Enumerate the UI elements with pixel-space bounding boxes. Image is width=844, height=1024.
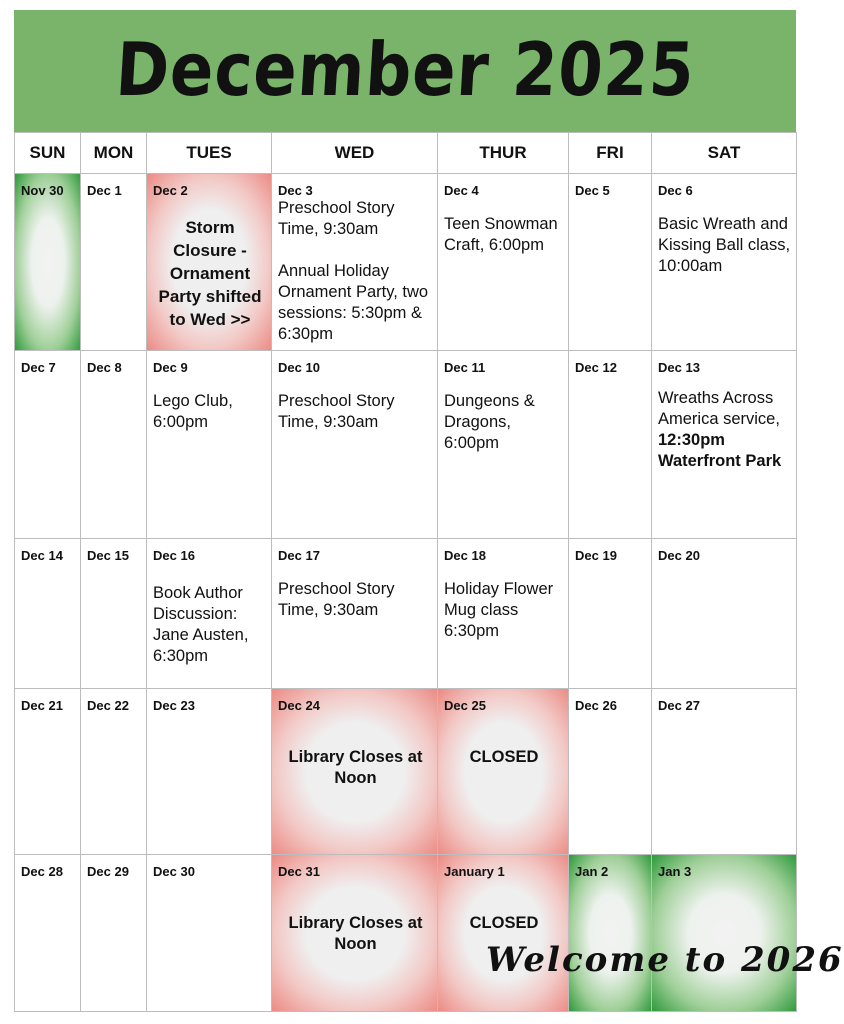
day-cell[interactable]: [147, 351, 272, 539]
day-cell[interactable]: [438, 539, 569, 689]
day-event: Lego Club, 6:00pm: [153, 392, 233, 431]
day-cell[interactable]: [15, 689, 81, 855]
day-cell[interactable]: [147, 689, 272, 855]
day-event: CLOSED: [469, 914, 539, 932]
day-cell[interactable]: [272, 689, 438, 855]
day-cell[interactable]: [81, 174, 147, 351]
day-cell[interactable]: [272, 351, 438, 539]
day-cell[interactable]: [438, 689, 569, 855]
day-event: Book Author Discussion: Jane Austen, 6:30pm: [153, 584, 249, 665]
day-cell[interactable]: [15, 351, 81, 539]
day-cell[interactable]: [569, 689, 652, 855]
day-date: Dec 26: [575, 698, 617, 713]
day-cell[interactable]: [438, 351, 569, 539]
day-cell[interactable]: [652, 855, 797, 1012]
day-cell[interactable]: [652, 351, 797, 539]
week-row: [15, 174, 797, 351]
weekday-header: TUES: [147, 133, 272, 174]
day-date: Dec 2: [153, 183, 188, 198]
day-date: Dec 28: [21, 864, 63, 879]
day-date: Dec 15: [87, 548, 129, 563]
week-row: [15, 351, 797, 539]
day-cell[interactable]: [81, 351, 147, 539]
day-cell[interactable]: [81, 689, 147, 855]
day-date: January 1: [444, 864, 505, 879]
event-text: Annual Holiday Ornament Party, two sessions: 5:30pm & 6:30pm: [278, 262, 429, 343]
day-cell[interactable]: [81, 855, 147, 1012]
day-date: Dec 18: [444, 548, 486, 563]
day-date: Dec 30: [153, 864, 195, 879]
day-date: Dec 14: [21, 548, 63, 563]
day-cell[interactable]: [569, 539, 652, 689]
event-text-bold: 12:30pm Waterfront Park: [658, 431, 782, 470]
day-date: Dec 22: [87, 698, 129, 713]
day-date: Nov 30: [21, 183, 64, 198]
day-date: Jan 3: [658, 864, 692, 879]
day-date: Dec 19: [575, 548, 617, 563]
day-event: Library Closes at Noon: [288, 748, 423, 787]
day-event: Preschool Story Time, 9:30am: [278, 580, 395, 619]
day-event: Holiday Flower Mug class 6:30pm: [444, 580, 554, 640]
calendar-banner: [14, 10, 796, 132]
week-row: [15, 539, 797, 689]
calendar-title: December 2025: [113, 28, 697, 114]
day-event: [658, 388, 792, 472]
day-cell[interactable]: [147, 174, 272, 351]
week-row: [15, 689, 797, 855]
day-date: Dec 20: [658, 548, 700, 563]
day-cell[interactable]: [569, 351, 652, 539]
day-cell[interactable]: [81, 539, 147, 689]
day-cell[interactable]: [652, 689, 797, 855]
event-text: Wreaths Across America service,: [658, 389, 780, 428]
weekday-header-row: [15, 133, 797, 174]
day-date: Dec 12: [575, 360, 617, 375]
day-cell[interactable]: [147, 855, 272, 1012]
day-event: CLOSED: [469, 748, 539, 766]
weekday-header: WED: [272, 133, 438, 174]
day-event: Preschool Story Time, 9:30am: [278, 392, 395, 431]
day-date: Dec 13: [658, 360, 700, 375]
day-cell[interactable]: [15, 855, 81, 1012]
day-cell[interactable]: [652, 539, 797, 689]
day-cell[interactable]: [438, 855, 569, 1012]
day-date: Dec 10: [278, 360, 320, 375]
day-date: Dec 1: [87, 183, 122, 198]
day-date: Dec 21: [21, 698, 63, 713]
day-event: Teen Snowman Craft, 6:00pm: [444, 215, 558, 254]
day-cell[interactable]: [569, 855, 652, 1012]
day-event: Dungeons & Dragons, 6:00pm: [444, 392, 535, 452]
day-date: Dec 27: [658, 698, 700, 713]
day-date: Dec 25: [444, 698, 486, 713]
weekday-header: MON: [81, 133, 147, 174]
weekday-header: SAT: [652, 133, 797, 174]
day-date: Dec 9: [153, 360, 188, 375]
day-date: Dec 8: [87, 360, 122, 375]
day-date: Dec 29: [87, 864, 129, 879]
day-date: Dec 24: [278, 698, 320, 713]
day-date: Dec 5: [575, 183, 610, 198]
day-date: Dec 23: [153, 698, 195, 713]
day-date: Dec 3: [278, 183, 313, 198]
day-date: Dec 7: [21, 360, 56, 375]
day-event: [278, 198, 433, 345]
day-date: Dec 16: [153, 548, 195, 563]
welcome-message: Welcome to 2026: [486, 940, 844, 980]
day-date: Jan 2: [575, 864, 609, 879]
day-cell[interactable]: [438, 174, 569, 351]
weekday-header: SUN: [15, 133, 81, 174]
calendar-grid: [14, 132, 844, 1012]
day-cell[interactable]: [147, 539, 272, 689]
day-cell[interactable]: [272, 855, 438, 1012]
event-text: Preschool Story Time, 9:30am: [278, 199, 395, 238]
weekday-header: THUR: [438, 133, 569, 174]
day-cell[interactable]: [569, 174, 652, 351]
day-cell[interactable]: [15, 174, 81, 351]
day-date: Dec 4: [444, 183, 479, 198]
day-date: Dec 31: [278, 864, 320, 879]
day-cell[interactable]: [272, 174, 438, 351]
day-date: Dec 11: [444, 360, 486, 375]
day-event: Storm Closure - Ornament Party shifted to Wed >>: [158, 218, 262, 329]
day-cell[interactable]: [272, 539, 438, 689]
day-cell[interactable]: [652, 174, 797, 351]
day-event: Basic Wreath and Kissing Ball class, 10:00am: [658, 215, 791, 275]
weekday-header: FRI: [569, 133, 652, 174]
day-date: Dec 17: [278, 548, 320, 563]
day-cell[interactable]: [15, 539, 81, 689]
week-row: [15, 855, 797, 1012]
day-event: Library Closes at Noon: [288, 914, 423, 953]
day-date: Dec 6: [658, 183, 693, 198]
